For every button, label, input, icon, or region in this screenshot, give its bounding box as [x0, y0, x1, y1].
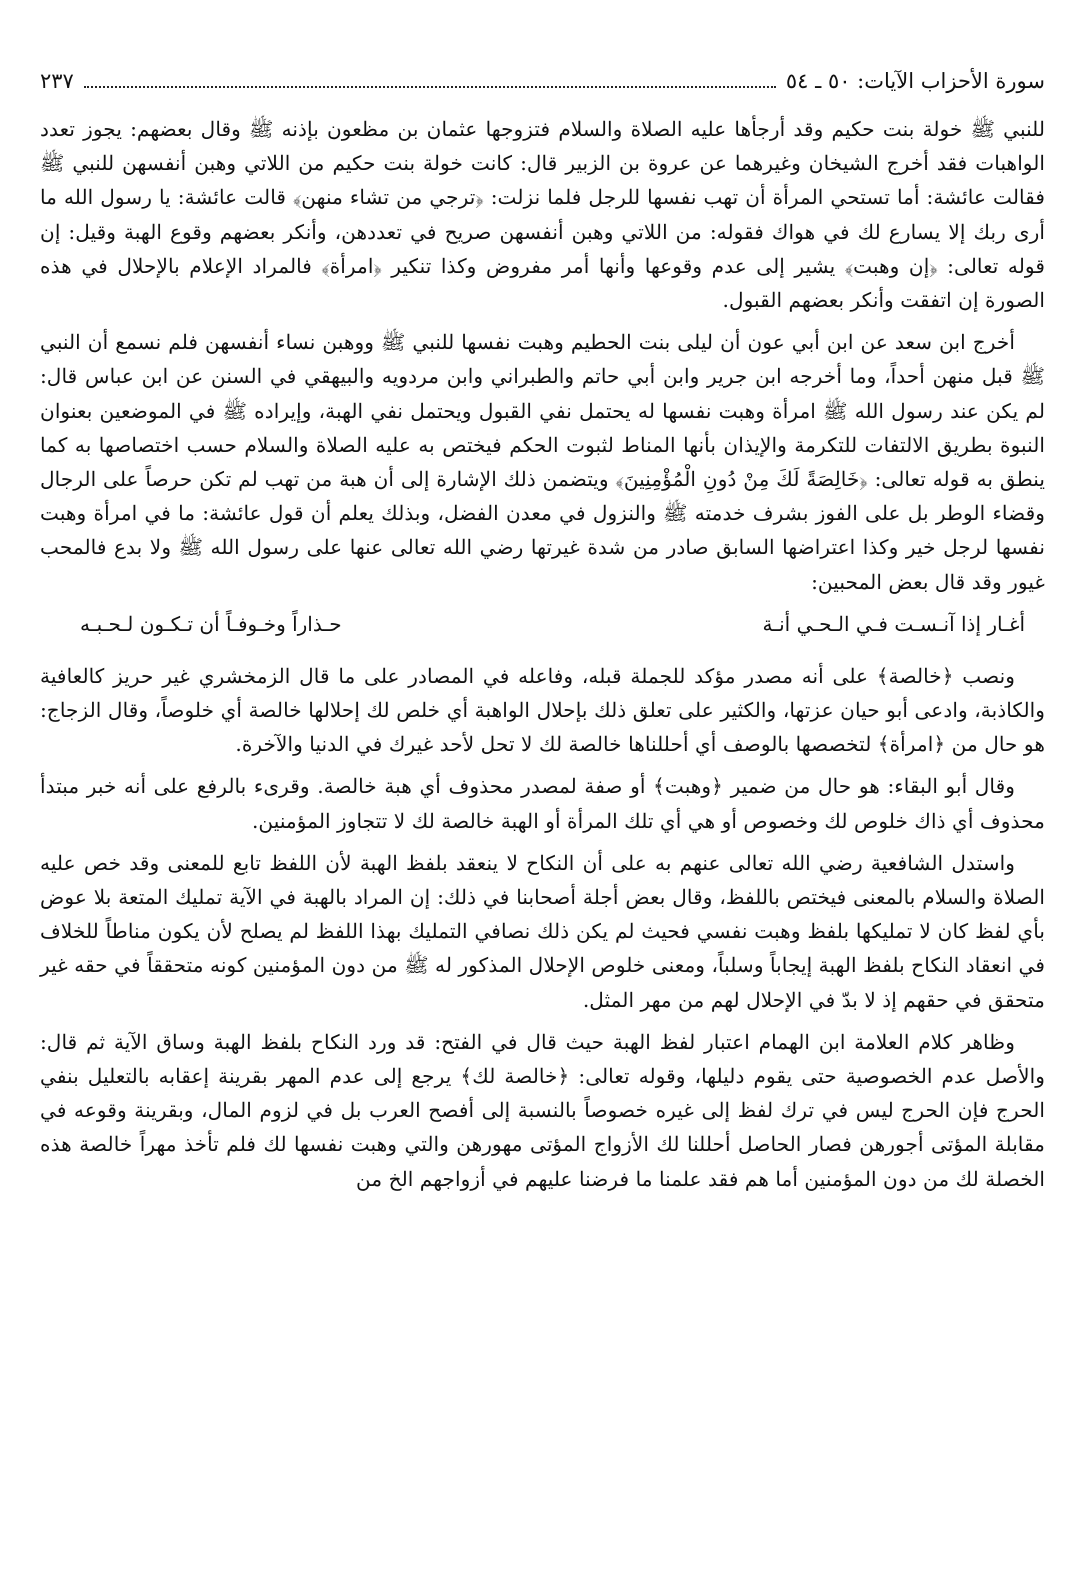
- verse-second-hemistich: حـذاراً وخـوفـاً أن تـكـون لـحـبـه: [80, 611, 342, 636]
- paragraph-4: وقال أبو البقاء: هو حال من ضمير ﴿وهبت﴾ أو صفة لمصدر محذوف أي هبة خالصة. وقرىء بالرفع على أنه خبر مبتدأ محذوف أي ذاك خلوص لك وخصوص أو هي أي تلك المرأة أو الهبة خالصة لك لا تتجاوز المؤمنين.: [40, 774, 1045, 833]
- page-body: [40, 112, 1045, 1196]
- paragraph-1: للنبي ﷺ خولة بنت حكيم وقد أرجأها عليه الصلاة والسلام فتزوجها عثمان بن مظعون بإذنه ﷺ وقال بعضهم: يجوز تعدد الواهبات فقد أخرج الشيخان وغيرهما عن عروة بن الزبير قال: كانت خولة بنت حكيم من اللاتي وهبن أنفسهن للنبي ﷺ فقالت عائشة: أما تستحي المرأة أن تهب نفسها للرجل فلما نزلت: ﴿ترجي من تشاء منهن﴾ قالت عائشة: يا رسول الله ما أرى ربك إلا يسارع لك في هواك فقوله: من اللاتي وهبن أنفسهن صريح في تعددهن، وأنكر بعضهم وقوع الهبة وقيل: إن قوله تعالى: ﴿إن وهبت﴾ يشير إلى عدم وقوعها وأنها أمر مفروض وكذا تنكير ﴿امرأة﴾ فالمراد الإعلام بالإحلال في هذه الصورة إن اتفقت وأنكر بعضهم القبول.: [40, 117, 1045, 313]
- paragraph-5: واستدل الشافعية رضي الله تعالى عنهم به على أن النكاح لا ينعقد بلفظ الهبة لأن اللفظ تابع للمعنى وقد خص عليه الصلاة والسلام بالمعنى فيختص باللفظ، وقال بعض أجلة أصحابنا في ذلك: إن المراد بالهبة في الآية تمليك المتعة بلا عوض بأي لفظ كان لا تمليكها بلفظ وهبت نفسي فحيث لم يكن ذلك نصافي التمليك بهذا اللفظ لم يصلح لأن يكون مناطاً للخلاف في انعقاد النكاح بلفظ الهبة إيجاباً وسلباً، ومعنى خلوص الإحلال المذكور له ﷺ من دون المؤمنين كونه متحققاً في حقه غير متحقق في حقهم إذ لا بدّ في الإحلال لهم من مهر المثل.: [40, 850, 1045, 1012]
- running-title: سورة الأحزاب الآيات: ٥٠ ـ ٥٤: [785, 69, 1045, 93]
- paragraph-2: أخرج ابن سعد عن ابن أبي عون أن ليلى بنت الحطيم وهبت نفسها للنبي ﷺ ووهبن نساء أنفسهن فلم نسمع أن النبي ﷺ قبل منهن أحداً، وما أخرجه ابن جرير وابن أبي حاتم والطبراني وابن مردويه والبيهقي في السنن عن ابن عباس قال: لم يكن عند رسول الله ﷺ امرأة وهبت نفسها له يحتمل نفي القبول ويحتمل نفي الهبة، وإيراده ﷺ في الموضعين بعنوان النبوة بطريق الالتفات للتكرمة والإيذان بأنها المناط لثبوت الحكم فيختص به عليه الصلاة والسلام حسب اختصاصها به كما ينطق به قوله تعالى: ﴿خَالِصَةً لَكَ مِنْ دُونِ الْمُؤْمِنِينَ﴾ ويتضمن ذلك الإشارة إلى أن هبة من تهب لم تكن حرصاً على الرجال وقضاء الوطر بل على الفوز بشرف خدمته ﷺ والنزول في معدن الفضل، وبذلك يعلم أن قول عائشة: ما في امرأة وهبت نفسها لرجل خير وكذا اعتراضها السابق صادر من شدة غيرتها رضي الله تعالى عنها على رسول الله ﷺ ولا بدع فالمحب غيور وقد قال بعض المحبين:: [40, 330, 1045, 594]
- poetry-verse: [80, 607, 1025, 641]
- paragraph-6: وظاهر كلام العلامة ابن الهمام اعتبار لفظ الهبة حيث قال في الفتح: قد ورد النكاح بلفظ الهبة وساق الآية ثم قال: والأصل عدم الخصوصية حتى يقوم دليلها، وقوله تعالى: ﴿خالصة لك﴾ يرجع إلى عدم المهر بقرينة إعقابه بالتعليل بنفي الحرج فإن الحرج ليس في ترك لفظ إلى غيره خصوصاً بالنسبة إلى أفصح العرب بل في لزوم المال، وبقرينة وقوعه في مقابلة المؤتى أجورهن فصار الحاصل أحللنا لك الأزواج المؤتى مهورهن والتي وهبت نفسها لك فلم تأخذ مهراً خالصة هذه الخصلة لك من دون المؤمنين أما هم فقد علمنا ما فرضنا عليهم في أزواجهم الخ من: [40, 1029, 1045, 1191]
- paragraph-3: ونصب ﴿خالصة﴾ على أنه مصدر مؤكد للجملة قبله، وفاعله في المصادر على ما قال الزمخشري غير حريز كالعافية والكاذبة، وادعى أبو حيان عزتها، والكثير على تعلق ذلك بإحلال الواهبة أي خلص لك إحلالها خالصة أي خلوصاً، وقال الزجاج: هو حال من ﴿امرأة﴾ لتخصصها بالوصف أي أحللناها خالصة لك لا تحل لأحد غيرك في الدنيا والآخرة.: [40, 663, 1045, 757]
- verse-first-hemistich: أغـار إذا آنـسـت فـي الـحـي أنـة: [762, 611, 1025, 636]
- book-page: [40, 58, 1045, 1581]
- leader-dots: [84, 86, 776, 88]
- page-number: ٢٣٧: [40, 69, 74, 93]
- page-header: [40, 58, 1045, 104]
